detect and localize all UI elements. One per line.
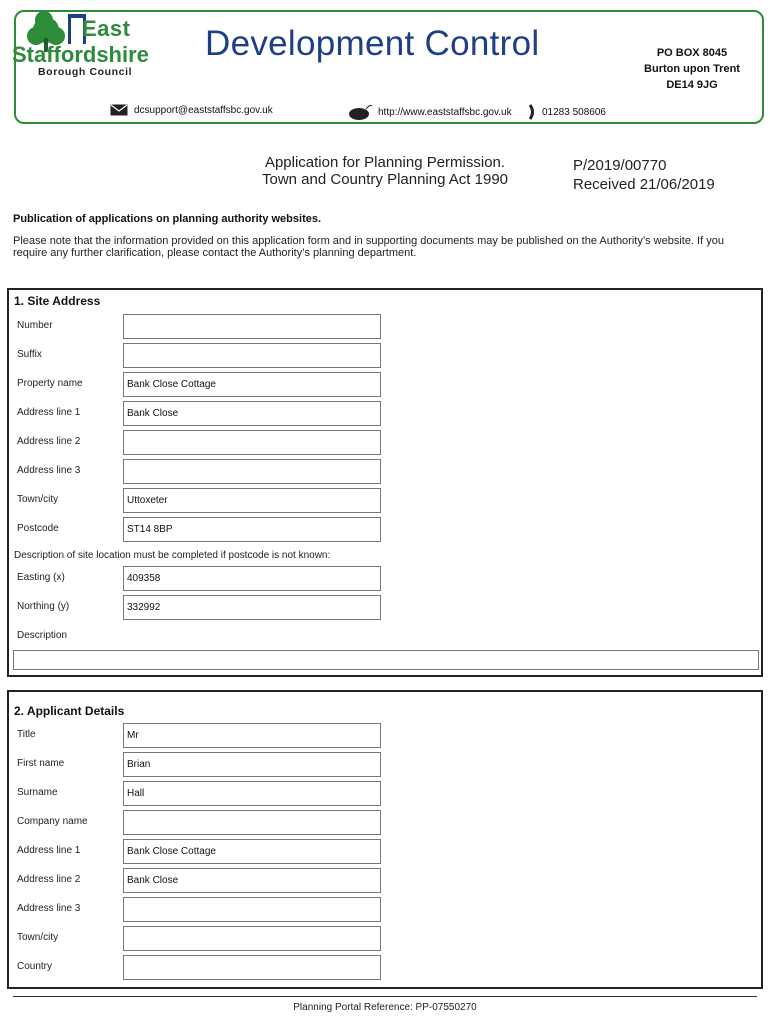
page-title: Development Control <box>205 24 540 63</box>
easting-input[interactable]: 409358 <box>123 566 381 591</box>
field-label: Country <box>17 961 53 972</box>
phone-number: 01283 508606 <box>542 106 606 118</box>
publication-heading: Publication of applications on planning authority websites. <box>13 213 322 225</box>
application-title-line2: Town and Country Planning Act 1990 <box>262 171 508 188</box>
postcode-input[interactable]: ST14 8BP <box>123 517 381 542</box>
field-label: Address line 1 <box>17 845 81 856</box>
field-label: Suffix <box>17 349 42 360</box>
logo-east: East <box>82 16 131 41</box>
location-note: Description of site location must be completed if postcode is not known: <box>14 550 331 561</box>
field-label: Address line 3 <box>17 465 81 476</box>
field-label: Address line 2 <box>17 874 81 885</box>
applicant-address-line-3-input[interactable] <box>123 897 381 922</box>
phone-icon <box>528 104 536 120</box>
address-line-3-input[interactable] <box>123 459 381 484</box>
field-label: Town/city <box>17 494 59 505</box>
field-label: Postcode <box>17 523 59 534</box>
address-line-2-input[interactable] <box>123 430 381 455</box>
field-label: First name <box>17 758 65 769</box>
applicant-address-line-1-input[interactable]: Bank Close Cottage <box>123 839 381 864</box>
company-name-input[interactable] <box>123 810 381 835</box>
address-line-1-input[interactable]: Bank Close <box>123 401 381 426</box>
field-label: Description <box>17 630 68 641</box>
number-input[interactable] <box>123 314 381 339</box>
field-label: Address line 1 <box>17 407 81 418</box>
website-contact <box>348 104 512 120</box>
address-line-1: PO BOX 8045 <box>656 47 728 59</box>
logo-borough-council: Borough Council <box>38 66 133 78</box>
address-line-2: Burton upon Trent <box>644 63 740 75</box>
surname-input[interactable]: Hall <box>123 781 381 806</box>
description-input[interactable] <box>13 650 759 670</box>
address-line-3: DE14 9JG <box>666 79 718 91</box>
received-date: Received 21/06/2019 <box>573 176 715 193</box>
suffix-input[interactable] <box>123 343 381 368</box>
field-label: Town/city <box>17 932 59 943</box>
country-input[interactable] <box>123 955 381 980</box>
footer-reference: Planning Portal Reference: PP-07550270 <box>293 1002 477 1013</box>
town-city-input[interactable]: Uttoxeter <box>123 488 381 513</box>
email-link[interactable]: dcsupport@eaststaffsbc.gov.uk <box>134 104 273 116</box>
phone-contact <box>528 104 606 120</box>
section-title: 2. Applicant Details <box>14 704 125 718</box>
first-name-input[interactable]: Brian <box>123 752 381 777</box>
reference-block <box>573 156 715 194</box>
application-title <box>230 154 540 188</box>
field-label: Company name <box>17 816 88 827</box>
mouse-icon <box>348 104 372 120</box>
field-label: Address line 3 <box>17 903 81 914</box>
section-title: 1. Site Address <box>14 294 101 308</box>
logo-staffordshire: Staffordshire <box>12 42 149 67</box>
field-label: Northing (y) <box>17 601 70 612</box>
application-reference: P/2019/00770 <box>573 157 667 174</box>
application-title-line1: Application for Planning Permission. <box>264 154 506 171</box>
envelope-icon <box>110 104 128 116</box>
field-label: Address line 2 <box>17 436 81 447</box>
field-label: Property name <box>17 378 83 389</box>
applicant-details-section <box>7 690 763 989</box>
title-input[interactable]: Mr <box>123 723 381 748</box>
footer-divider <box>13 996 757 997</box>
property-name-input[interactable]: Bank Close Cottage <box>123 372 381 397</box>
website-link[interactable]: http://www.eaststaffsbc.gov.uk <box>378 106 512 118</box>
field-label: Easting (x) <box>17 572 65 583</box>
applicant-town-city-input[interactable] <box>123 926 381 951</box>
field-label: Title <box>17 729 36 740</box>
site-address-section <box>7 288 763 677</box>
northing-input[interactable]: 332992 <box>123 595 381 620</box>
field-label: Surname <box>17 787 58 798</box>
publication-text: Please note that the information provided on this application form and in supporting documents may be published on the Authority’s website. If you require any further clarification, please contact the Authority’s planning department. <box>13 235 724 259</box>
field-label: Number <box>17 320 53 331</box>
email-contact <box>110 104 273 116</box>
applicant-address-line-2-input[interactable]: Bank Close <box>123 868 381 893</box>
